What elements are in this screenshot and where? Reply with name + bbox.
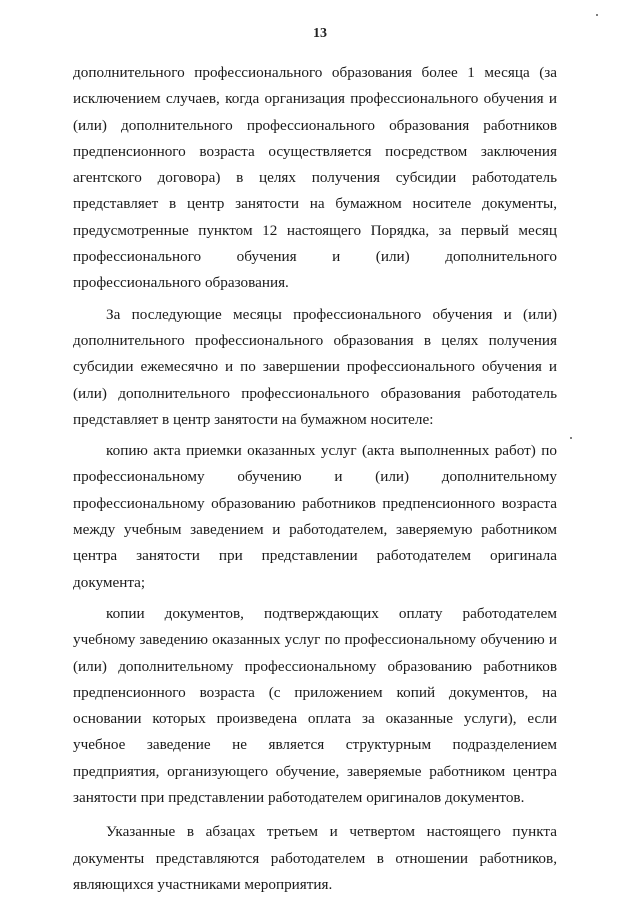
paragraph-act-copy: копию акта приемки оказанных услуг (акта выполненных работ) по профессиональному обучению и (или) дополнительному профессиональному образованию работников предпенсионного возраста между учебным заведением и работодателем, заверяемую работником центра занятости при представлении работодателем оригинала документа; (73, 442, 557, 591)
paragraph-continuation: дополнительного профессионального образования более 1 месяца (за исключением случаев, когда организация профессионального обучения и (или) дополнительного профессионального образования работников предпенсионного возраста осуществляется посредством заключения агентского договора) в целях получения субсидии работодатель представляет в центр занятости на бумажном носителе документы, предусмотренные пунктом 12 настоящего Порядка, за первый месяц профессионального обучения и (или) дополнительного профессионального образования. (73, 64, 557, 292)
paragraph-documents-note: Указанные в абзацах третьем и четвертом настоящего пункта документы представляются работодателем в отношении работников, являющихся участниками мероприятия. (73, 823, 557, 893)
scan-speck-right (570, 437, 572, 439)
paragraph-subsequent-months: За последующие месяцы профессионального обучения и (или) дополнительного профессионального образования в целях получения субсидии ежемесячно и по завершении профессионального обучения и (или) дополнительного профессионального образования работодатель представляет в центр занятости на бумажном носителе: (73, 305, 557, 428)
document-body (73, 60, 557, 898)
paragraph-payment-documents: копии документов, подтверждающих оплату работодателем учебному заведению оказанных услуг по профессиональному обучению и (или) дополнительному профессиональному образованию работников предпенсионного возраста (с приложением копий документов, на основании которых произведена оплата за оказанные услуги), если учебное заведение не является структурным подразделением предприятия, организующего обучение, заверяемые работником центра занятости при представлении работодателем оригиналов документов. (73, 604, 557, 807)
page-number: 13 (313, 26, 327, 41)
scan-speck-top (596, 14, 598, 16)
